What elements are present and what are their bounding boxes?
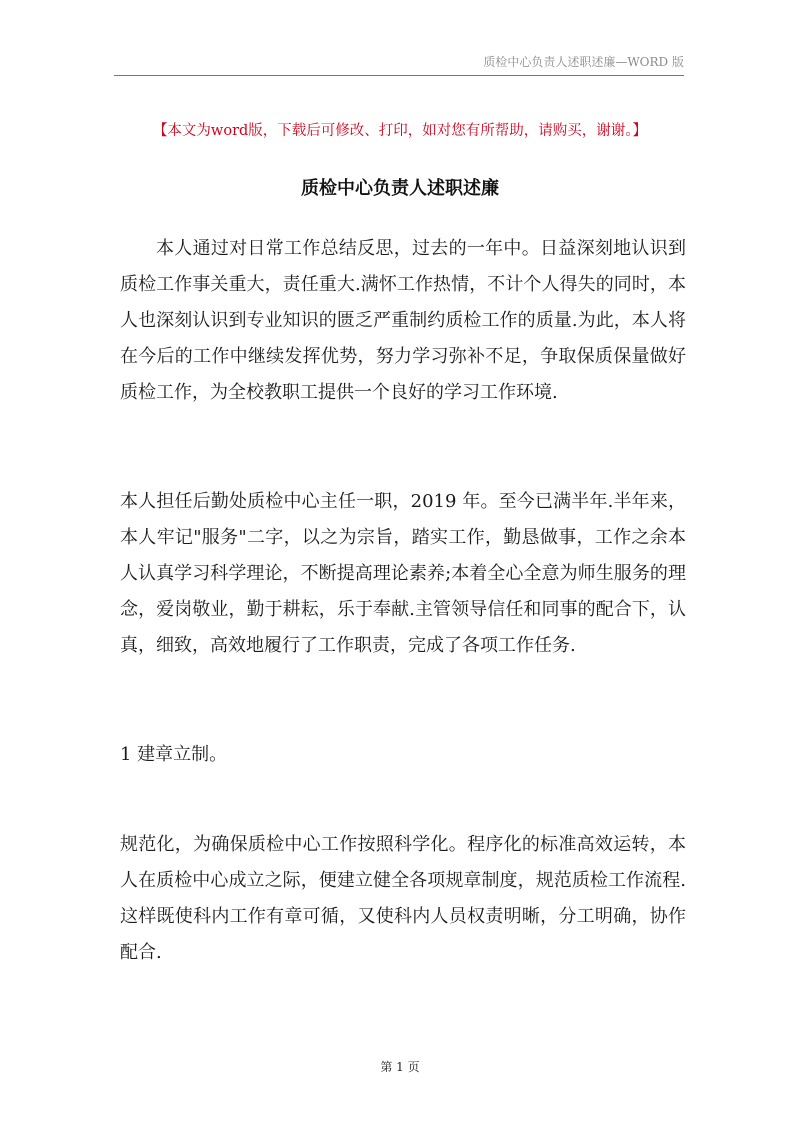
section-heading-rules: 1 建章立制。 xyxy=(120,744,228,765)
purchase-notice: 【本文为word版，下载后可修改、打印，如对您有所帮助，请购买，谢谢。】 xyxy=(152,123,648,139)
paragraph-duties: 本人担任后勤处质检中心主任一职，2019 年。至今已满半年.半年来，本人牢记"服务"二字，以之为宗旨，踏实工作，勤恳做事，工作之余本人认真学习科学理论，不断提高理论素养;本着全心全意为师生服务的理念，爱岗敬业，勤于耕耘，乐于奉献.主管领导信任和同事的配合下，认真，细致，高效地履行了工作职责，完成了各项工作任务. xyxy=(120,491,686,656)
running-header: 质检中心负责人述职述廉—WORD 版 xyxy=(483,55,684,69)
header-rule xyxy=(114,75,684,76)
document-title: 质检中心负责人述职述廉 xyxy=(301,178,499,199)
paragraph-intro: 本人通过对日常工作总结反思，过去的一年中。日益深刻地认识到质检工作事关重大，责任重大.满怀工作热情，不计个人得失的同时，本人也深刻认识到专业知识的匮乏严重制约质检工作的质量.为此，本人将在今后的工作中继续发挥优势，努力学习弥补不足，争取保质保量做好质检工作，为全校教职工提供一个良好的学习工作环境. xyxy=(120,238,686,403)
paragraph-rules: 规范化，为确保质检中心工作按照科学化。程序化的标准高效运转，本人在质检中心成立之际，便建立健全各项规章制度，规范质检工作流程.这样既使科内工作有章可循，又使科内人员权责明晰，分工明确，协作配合. xyxy=(120,834,686,963)
page-number: 第 1 页 xyxy=(380,1060,420,1074)
